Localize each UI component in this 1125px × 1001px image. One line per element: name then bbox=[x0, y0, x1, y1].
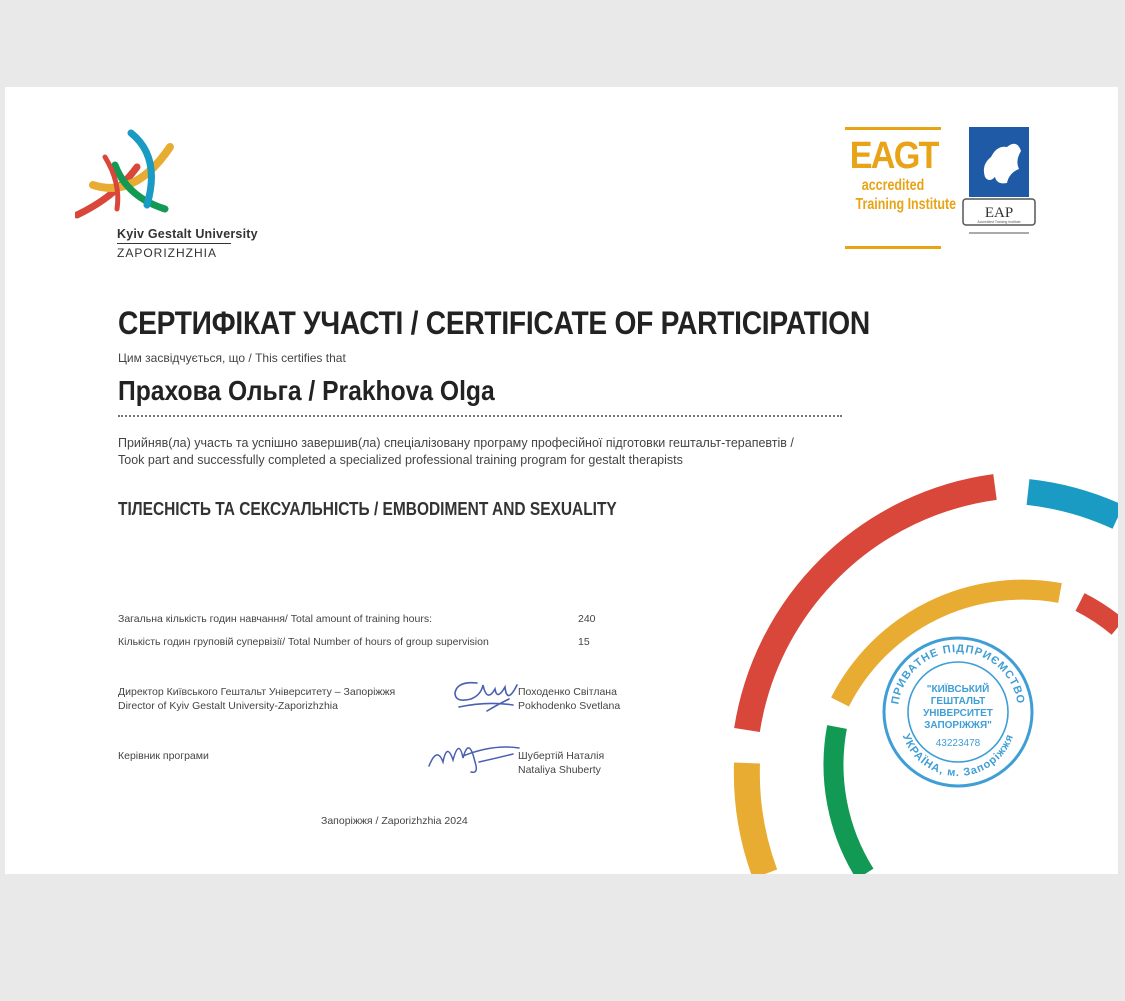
arc-yellow-outer-bottom bbox=[747, 763, 765, 874]
program-description bbox=[118, 435, 794, 469]
director-signature bbox=[447, 675, 522, 717]
supervision-hours-label: Кількість годин груповій супервізії/ Total Number of hours of group supervision bbox=[118, 636, 489, 648]
dotted-divider bbox=[118, 415, 842, 417]
director-name-en: Pokhodenko Svetlana bbox=[518, 700, 621, 712]
stamp-code: 43223478 bbox=[935, 738, 981, 749]
arc-red-inner bbox=[1080, 602, 1118, 627]
university-logo-icon bbox=[75, 127, 185, 227]
official-stamp bbox=[878, 632, 1038, 792]
arc-green-inner bbox=[833, 727, 865, 874]
stamp-line2: ГЕШТАЛЬТ bbox=[930, 696, 986, 707]
program-head-name bbox=[518, 749, 604, 777]
director-role-en: Director of Kyiv Gestalt University-Zaporizhzhia bbox=[118, 700, 338, 712]
eap-title: EAP bbox=[984, 205, 1014, 221]
eagt-line1: accredited bbox=[861, 177, 925, 194]
recipient-name: Прахова Ольга / Prakhova Olga bbox=[118, 375, 495, 406]
description-en: Took part and successfully completed a specialized professional training program for gestalt therapists bbox=[118, 453, 683, 467]
total-hours-value: 240 bbox=[578, 613, 596, 625]
program-head-name-ua: Шубертій Наталія bbox=[518, 750, 605, 762]
stamp-ring-top: ПРИВАТНЕ ПІДПРИЄМСТВО bbox=[889, 642, 1027, 706]
program-title: ТІЛЕСНІСТЬ ТА СЕКСУАЛЬНІСТЬ / EMBODIMENT AND SEXUALITY bbox=[118, 499, 617, 519]
arc-teal-outer bbox=[1028, 492, 1118, 517]
description-ua: Прийняв(ла) участь та успішно завершив(ла) спеціалізовану програму професійної підготовки гештальт-терапевтів / bbox=[118, 436, 794, 450]
eagt-line2: Training Institute bbox=[855, 196, 957, 213]
university-city: ZAPORIZHZHIA bbox=[117, 246, 218, 260]
stamp-line3: УНІВЕРСИТЕТ bbox=[923, 708, 993, 719]
director-name bbox=[518, 685, 620, 713]
footer-location-year: Запоріжжя / Zaporizhzhia 2024 bbox=[321, 815, 468, 827]
stamp-ring-bottom: УКРАЇНА, м. Запоріжжя bbox=[899, 732, 1017, 780]
program-head-role-ua: Керівник програми bbox=[118, 750, 209, 762]
supervision-hours-value: 15 bbox=[578, 636, 590, 648]
director-name-ua: Походенко Світлана bbox=[518, 686, 617, 698]
eap-badge bbox=[961, 127, 1037, 241]
eagt-title: EAGT bbox=[849, 135, 938, 177]
eap-subtitle: Accredited Training Institute bbox=[977, 220, 1021, 224]
total-hours-label: Загальна кількість годин навчання/ Total amount of training hours: bbox=[118, 613, 433, 625]
program-head-role bbox=[118, 749, 209, 763]
certificate-title: СЕРТИФІКАТ УЧАСТІ / CERTIFICATE OF PARTICIPATION bbox=[118, 305, 870, 341]
stamp-line1: "КИЇВСЬКИЙ bbox=[926, 684, 990, 695]
certifies-text: Цим засвідчується, що / This certifies that bbox=[118, 351, 346, 365]
director-role bbox=[118, 685, 395, 713]
university-underline bbox=[117, 243, 231, 244]
program-head-name-en: Nataliya Shuberty bbox=[518, 764, 601, 776]
stamp-line4: ЗАПОРІЖЖЯ" bbox=[924, 720, 992, 731]
eagt-badge bbox=[845, 127, 957, 249]
director-role-ua: Директор Київського Гештальт Університету – Запоріжжя bbox=[118, 686, 396, 698]
university-name: Kyiv Gestalt University bbox=[117, 227, 258, 241]
certificate-page bbox=[5, 87, 1118, 874]
program-head-signature bbox=[423, 732, 523, 778]
